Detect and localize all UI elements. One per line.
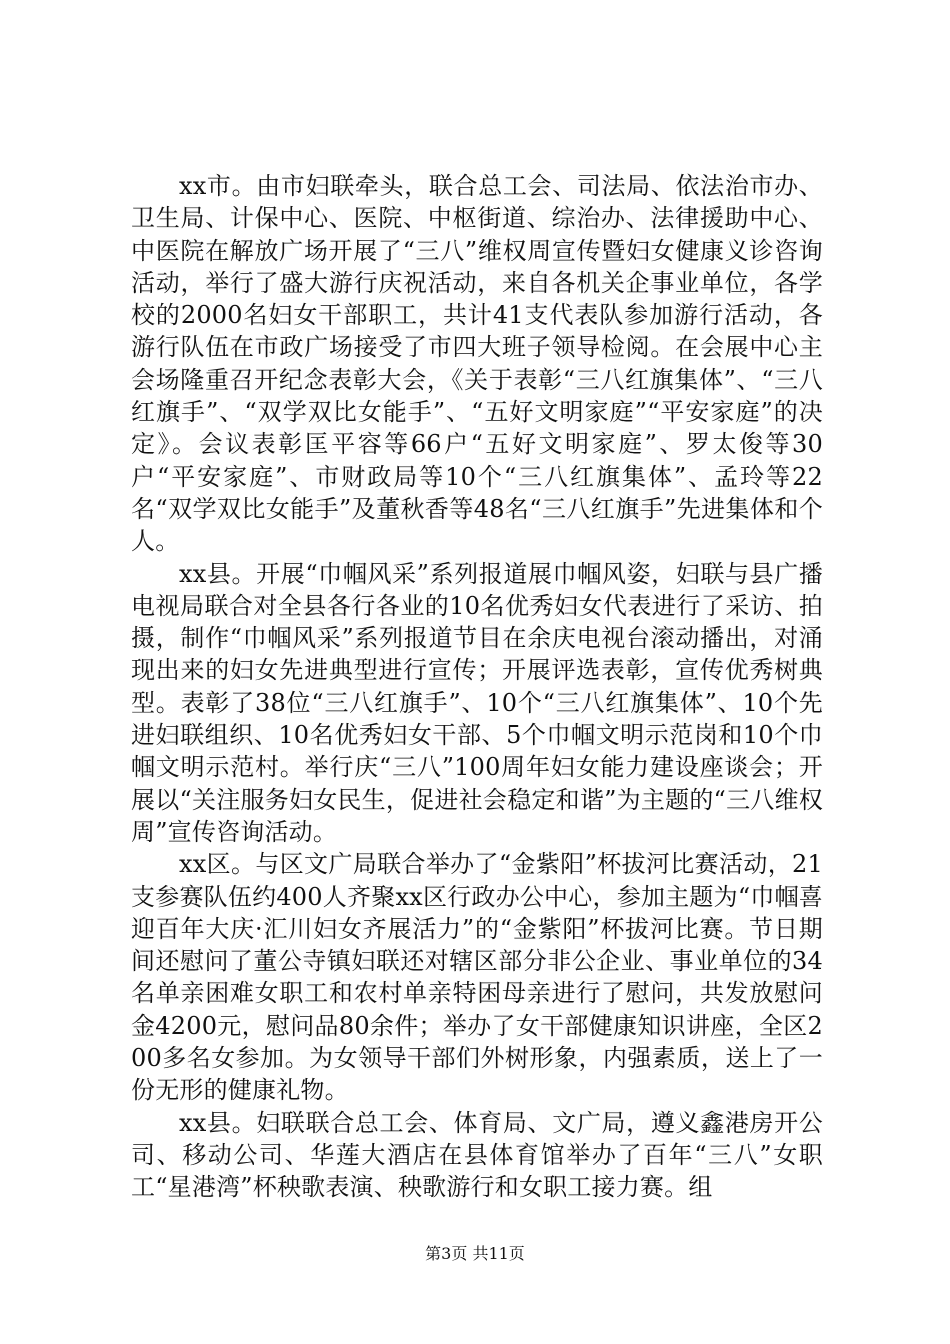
paragraph-county: xx县。开展“巾帼风采”系列报道展巾帼风姿，妇联与县广播电视局联合对全县各行各业的10名优秀妇女代表进行了采访、拍摄，制作“巾帼风采”系列报道节目在余庆电视台滚动播出，对涌现出来的妇女先进典型进行宣传；开展评选表彰，宣传优秀树典型。表彰了38位“三八红旗手”、10个“三八红旗集体”、10个先进妇联组织、10名优秀妇女干部、5个巾帼文明示范岗和10个巾帼文明示范村。举行庆“三八”100周年妇女能力建设座谈会；开展以“关注服务妇女民生，促进社会稳定和谐”为主题的“三八维权周”宣传咨询活动。 — [131, 559, 823, 846]
paragraph-city: xx市。由市妇联牵头，联合总工会、司法局、依法治市办、卫生局、计保中心、医院、中枢街道、综治办、法律援助中心、中医院在解放广场开展了“三八”维权周宣传暨妇女健康义诊咨询活动，举行了盛大游行庆祝活动，来自各机关企事业单位，各学校的2000名妇女干部职工，共计41支代表队参加游行活动，各游行队伍在市政广场接受了市四大班子领导检阅。在会展中心主会场隆重召开纪念表彰大会，《关于表彰“三八红旗集体”、“三八红旗手”、“双学双比女能手”、“五好文明家庭”“平安家庭”的决定》。会议表彰匡平容等66户“五好文明家庭”、罗太俊等30户“平安家庭”、市财政局等10个“三八红旗集体”、孟玲等22名“双学双比女能手”及董秋香等48名“三八红旗手”先进集体和个人。 — [131, 172, 823, 556]
paragraph-district: xx区。与区文广局联合举办了“金紫阳”杯拔河比赛活动，21支参赛队伍约400人齐聚xx区行政办公中心，参加主题为“巾帼喜迎百年大庆·汇川妇女齐展活力”的“金紫阳”杯拔河比赛。节日期间还慰问了董公寺镇妇联还对辖区部分非公企业、事业单位的34名单亲困难女职工和农村单亲特困母亲进行了慰问，共发放慰问金4200元，慰问品80余件；举办了女干部健康知识讲座，全区200多名女参加。为女领导干部们外树形象，内强素质，送上了一份无形的健康礼物。 — [131, 850, 823, 1105]
paragraph-county-2: xx县。妇联联合总工会、体育局、文广局，遵义鑫港房开公司、移动公司、华莲大酒店在县体育馆举办了百年“三八”女职工“星港湾”杯秧歌表演、秧歌游行和女职工接力赛。组 — [131, 1108, 823, 1202]
document-body — [131, 170, 823, 1204]
page-footer: 第3页 共11页 — [425, 1244, 525, 1263]
